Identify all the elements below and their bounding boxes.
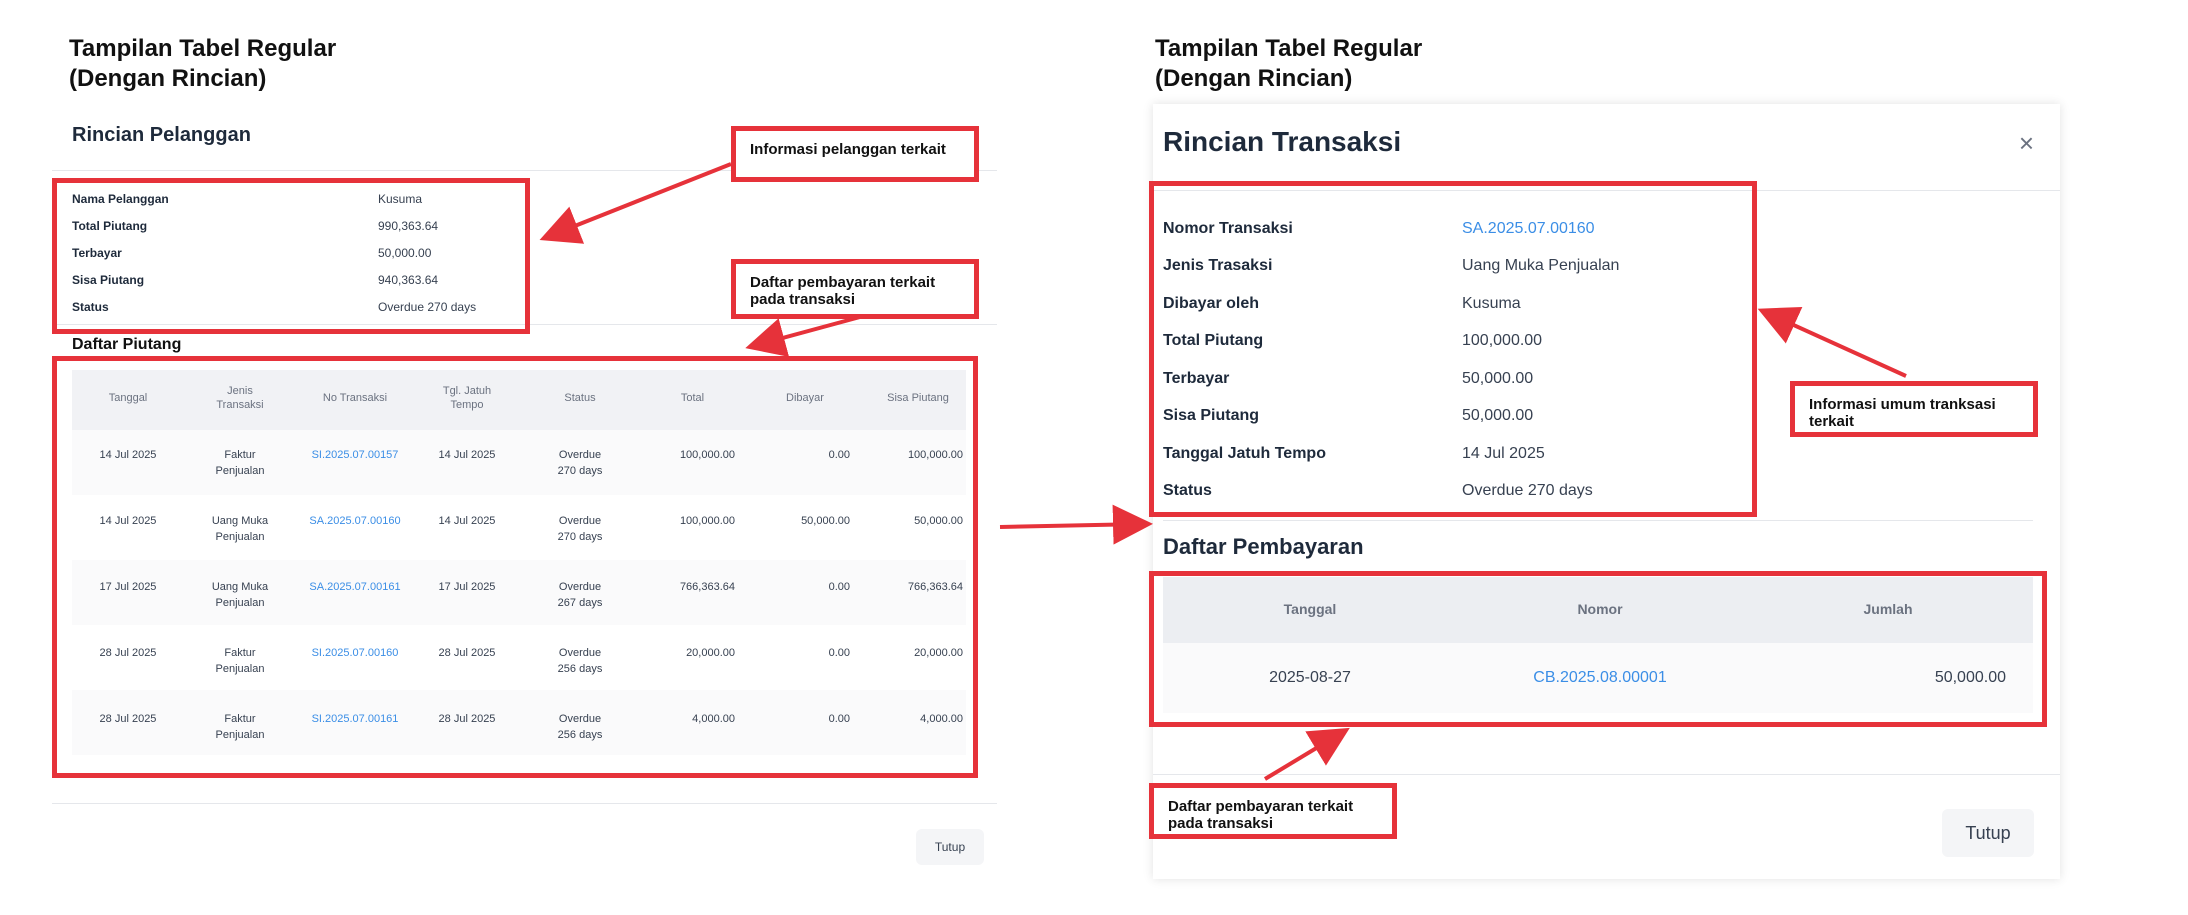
cell-date: 14 Jul 2025 [99,449,157,461]
cell-paid: 0.00 [828,647,850,659]
info-label: Sisa Piutang [72,273,145,287]
cell-total: 100,000.00 [679,515,735,527]
info-value: Kusuma [378,192,423,206]
arrow-icon [1765,312,1906,376]
info-value: 50,000.00 [378,246,432,260]
cell-total: 4,000.00 [692,713,735,725]
cell-date: 28 Jul 2025 [99,647,157,659]
cell-status: Overdue 270 days [557,449,603,477]
panel-title: Rincian Pelanggan [72,124,251,146]
column-header[interactable]: Nomor [1577,601,1623,617]
info-value: 100,000.00 [1462,332,1543,349]
info-label: Dibayar oleh [1163,295,1260,312]
close-button[interactable]: Tutup [1942,809,2034,857]
cell-balance: 100,000.00 [907,449,963,461]
info-value: Overdue 270 days [378,300,477,314]
cell-amount: 50,000.00 [1934,669,2006,686]
cell-type: Faktur Penjualan [215,713,265,741]
cell-status: Overdue 256 days [557,647,603,675]
info-label: Tanggal Jatuh Tempo [1163,445,1326,462]
info-label: Nomor Transaksi [1163,220,1293,237]
cell-due-date: 17 Jul 2025 [438,581,496,593]
cell-type: Faktur Penjualan [215,647,265,675]
column-header[interactable]: No Transaksi [322,392,388,404]
section-title: Daftar Pembayaran [1163,534,1364,559]
cell-due-date: 28 Jul 2025 [438,647,496,659]
column-header[interactable]: Jumlah [1863,601,1913,617]
column-header[interactable]: Total [680,392,705,404]
info-value: 14 Jul 2025 [1462,445,1545,462]
arrow-icon [1000,524,1145,527]
cell-paid: 50,000.00 [801,515,850,527]
cell-date: 14 Jul 2025 [99,515,157,527]
info-value: Uang Muka Penjualan [1462,257,1620,274]
column-header[interactable]: Tanggal [1283,601,1337,617]
info-label: Sisa Piutang [1163,407,1260,424]
cell-status: Overdue 256 days [557,713,603,741]
cell-due-date: 28 Jul 2025 [438,713,496,725]
column-header[interactable]: Dibayar [786,392,824,404]
cell-date: 2025-08-27 [1269,669,1351,686]
callout-customer-info: Informasi pelanggan terkait [731,126,979,182]
cell-type: Uang Muka Penjualan [211,515,269,543]
arrow-icon [1265,732,1343,779]
info-value: 990,363.64 [378,219,439,233]
cell-status: Overdue 270 days [557,515,603,543]
info-label: Total Piutang [72,219,148,233]
dialog-title: Rincian Transaksi [1163,126,1402,157]
cell-paid: 0.00 [828,449,850,461]
info-label: Status [1163,482,1212,499]
info-value: 50,000.00 [1462,407,1534,424]
close-icon[interactable]: × [2018,128,2034,158]
cell-balance: 20,000.00 [914,647,963,659]
cell-balance: 766,363.64 [907,581,963,593]
info-value: 940,363.64 [378,273,439,287]
close-button[interactable]: Tutup [916,829,984,865]
arrow-icon [547,164,731,237]
column-header[interactable]: Sisa Piutang [887,392,949,404]
cell-due-date: 14 Jul 2025 [438,515,496,527]
cell-due-date: 14 Jul 2025 [438,449,496,461]
info-label: Terbayar [1163,370,1230,387]
transaction-link[interactable]: SI.2025.07.00160 [311,647,399,659]
left-heading: Tampilan Tabel Regular (Dengan Rincian) [69,35,337,92]
column-header[interactable]: Tgl. Jatuh Tempo [442,385,492,411]
cell-type: Uang Muka Penjualan [211,581,269,609]
info-label: Jenis Trasaksi [1163,257,1273,274]
transaction-link[interactable]: SI.2025.07.00157 [311,449,399,461]
transaction-link[interactable]: SA.2025.07.00161 [309,581,401,593]
cell-type: Faktur Penjualan [215,449,265,477]
arrow-icon [753,317,860,346]
transaction-link[interactable]: SA.2025.07.00160 [309,515,401,527]
cell-total: 100,000.00 [679,449,735,461]
cell-total: 20,000.00 [686,647,735,659]
cell-paid: 0.00 [828,713,850,725]
info-label: Terbayar [72,246,122,260]
info-label: Nama Pelanggan [72,192,169,206]
column-header[interactable]: Jenis Transaksi [216,385,264,411]
info-value: Kusuma [1462,295,1521,312]
callout-payments-list: Daftar pembayaran terkait pada transaksi [1149,783,1397,839]
cell-status: Overdue 267 days [557,581,603,609]
info-label: Total Piutang [1163,332,1264,349]
transaction-number-link[interactable]: SA.2025.07.00160 [1462,220,1595,237]
info-value: 50,000.00 [1462,370,1534,387]
right-heading: Tampilan Tabel Regular (Dengan Rincian) [1155,35,1423,92]
column-header[interactable]: Status [564,392,596,404]
cell-total: 766,363.64 [679,581,735,593]
payment-number-link[interactable]: CB.2025.08.00001 [1533,669,1667,686]
cell-date: 28 Jul 2025 [99,713,157,725]
callout-payments-list: Daftar pembayaran terkait pada transaksi [731,259,979,319]
section-title: Daftar Piutang [72,336,182,353]
column-header[interactable]: Tanggal [108,392,148,404]
info-label: Status [72,300,109,314]
cell-balance: 4,000.00 [920,713,963,725]
transaction-link[interactable]: SI.2025.07.00161 [311,713,399,725]
cell-balance: 50,000.00 [914,515,963,527]
info-value: Overdue 270 days [1462,482,1593,499]
callout-transaction-info: Informasi umum tranksasi terkait [1790,381,2038,437]
cell-paid: 0.00 [828,581,850,593]
cell-date: 17 Jul 2025 [99,581,157,593]
